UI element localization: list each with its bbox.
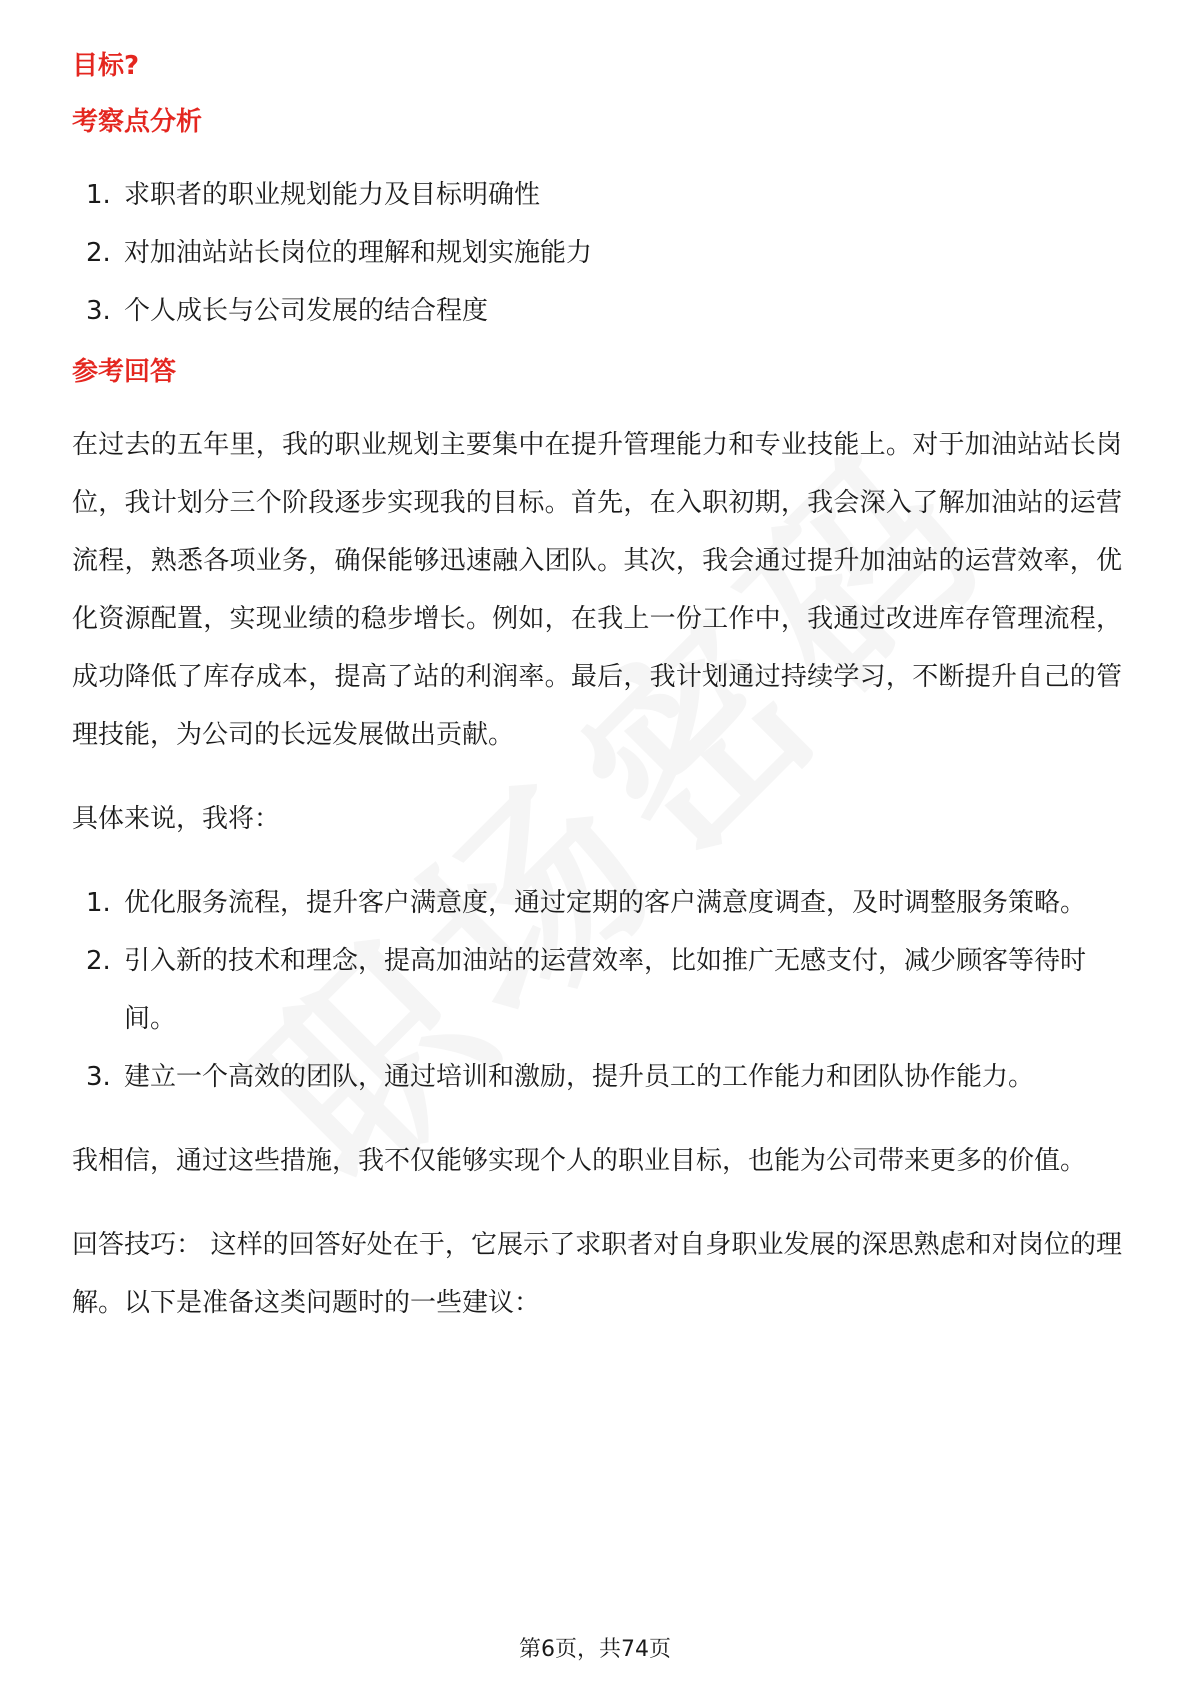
page-content [72,48,1122,1332]
analysis-heading: 考察点分析 [72,107,203,137]
answer-paragraph: 在过去的五年里，我的职业规划主要集中在提升管理能力和专业技能上。对于加油站站长岗位，我计划分三个阶段逐步实现我的目标。首先，在入职初期，我会深入了解加油站的运营流程，熟悉各项业务，确保能够迅速融入团队。其次，我会通过提升加油站的运营效率，优化资源配置，实现业绩的稳步增长。例如，在我上一份工作中，我通过改进库存管理流程，成功降低了库存成本，提高了站的利润率。最后，我计划通过持续学习，不断提升自己的管理技能，为公司的长远发展做出贡献。 [72,430,1122,750]
list-item [72,1048,1122,1106]
list-item [72,224,1122,282]
list-text: 引入新的技术和理念，提高加油站的运营效率，比如推广无感支付，减少顾客等待时间。 [124,946,1087,1034]
answer-heading: 参考回答 [72,357,177,387]
list-item [72,874,1122,932]
list-text: 优化服务流程，提升客户满意度，通过定期的客户满意度调查，及时调整服务策略。 [124,888,1087,918]
list-number: 2. [86,946,111,976]
plans-list [72,874,1122,1106]
list-text: 建立一个高效的团队，通过培训和激励，提升员工的工作能力和团队协作能力。 [124,1062,1035,1092]
analysis-list [72,166,1122,340]
list-item [72,166,1122,224]
page-footer: 第6页，共74页 [519,1637,671,1662]
list-number: 2. [86,238,111,268]
specific-intro: 具体来说，我将： [72,804,281,834]
conclusion-paragraph: 我相信，通过这些措施，我不仅能够实现个人的职业目标，也能为公司带来更多的价值。 [72,1146,1087,1176]
list-number: 1. [86,888,111,918]
list-number: 3. [86,1062,111,1092]
list-text: 个人成长与公司发展的结合程度 [124,296,489,326]
tips-paragraph: 回答技巧： 这样的回答好处在于，它展示了求职者对自身职业发展的深思熟虑和对岗位的理解。以下是准备这类问题时的一些建议： [72,1230,1122,1318]
list-number: 3. [86,296,111,326]
list-number: 1. [86,180,111,210]
list-item [72,932,1122,1048]
list-item [72,282,1122,340]
list-text: 对加油站站长岗位的理解和规划实施能力 [124,238,593,268]
goal-heading: 目标? [72,51,140,81]
list-text: 求职者的职业规划能力及目标明确性 [124,180,541,210]
